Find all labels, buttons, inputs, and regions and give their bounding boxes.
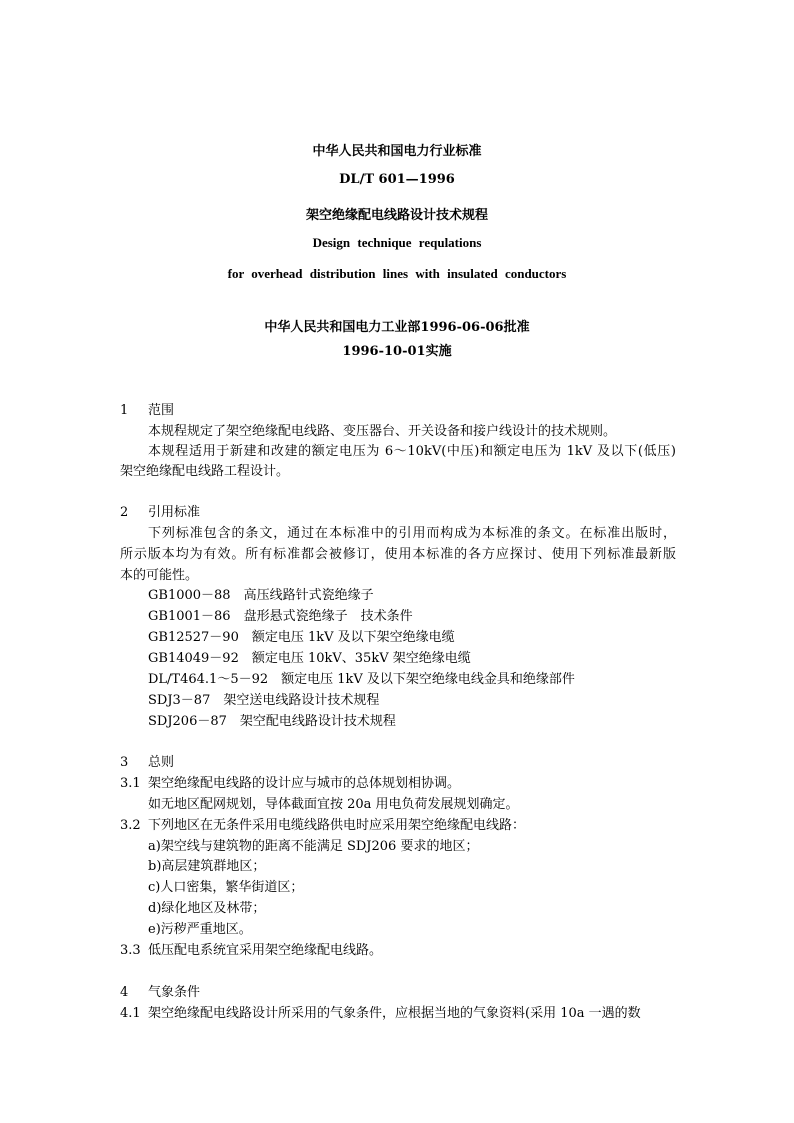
reference-item: GB14049－92 额定电压 10kV、35kV 架空绝缘电缆 [148, 651, 471, 666]
section-number: 2 [120, 505, 129, 520]
section-2-paragraph-line-2: 所示版本均为有效。所有标准都会被修订，使用本标准的各方应探讨、使用下列标准最新版 [120, 547, 676, 562]
section-title: 引用标准 [148, 505, 201, 520]
clause-3-2-item: c)人口密集，繁华街道区； [148, 880, 304, 895]
clause-number: 4.1 [120, 1006, 141, 1021]
clause-3-1-continuation: 如无地区配网规划，导体截面宜按 20a 用电负荷发展规划确定。 [148, 797, 519, 812]
clause-text: 架空绝缘配电线路的设计应与城市的总体规划相协调。 [148, 776, 461, 791]
clause-3-2-item: e)污秽严重地区。 [148, 922, 252, 937]
section-3-heading [120, 753, 174, 773]
document-title: 架空绝缘配电线路设计技术规程 [305, 208, 488, 223]
reference-item: GB1001－86 盘形悬式瓷绝缘子 技术条件 [148, 609, 413, 624]
standard-org-title: 中华人民共和国电力行业标准 [312, 144, 482, 159]
clause-number: 3.1 [120, 776, 141, 791]
section-2-paragraph-line-1: 下列标准包含的条文，通过在本标准中的引用而构成为本标准的条文。在标准出版时， [148, 526, 676, 541]
reference-item: SDJ206－87 架空配电线路设计技术规程 [148, 714, 396, 729]
section-number: 1 [120, 403, 129, 418]
section-1-heading [120, 401, 174, 421]
section-title: 总则 [148, 755, 175, 770]
standard-code: DL/T 601—1996 [339, 172, 455, 187]
clause-3-2-item: d)绿化地区及林带； [148, 901, 266, 916]
approval-line: 中华人民共和国电力工业部1996-06-06批准 [264, 320, 530, 335]
section-title: 气象条件 [148, 985, 201, 1000]
section-1-paragraph-2-line-1: 本规程适用于新建和改建的额定电压为 6～10kV(中压)和额定电压为 1kV 及以下(低压) [148, 444, 676, 459]
clause-text: 架空绝缘配电线路设计所采用的气象条件，应根据当地的气象资料(采用 10a 一遇的数 [148, 1006, 641, 1021]
clause-3-3 [120, 941, 382, 961]
section-2-paragraph-line-3: 本的可能性。 [120, 568, 199, 583]
section-number: 3 [120, 755, 129, 770]
clause-3-2-item: a)架空线与建筑物的距离不能满足 SDJ206 要求的地区； [148, 839, 479, 854]
effective-date: 1996-10-01实施 [342, 344, 452, 359]
clause-text: 低压配电系统宜采用架空绝缘配电线路。 [148, 943, 383, 958]
clause-number: 3.2 [120, 818, 141, 833]
section-4-heading [120, 983, 200, 1003]
section-1-paragraph-2-line-2: 架空绝缘配电线路工程设计。 [120, 464, 290, 479]
clause-text: 下列地区在无条件采用电缆线路供电时应采用架空绝缘配电线路： [148, 818, 526, 833]
clause-number: 3.3 [120, 943, 141, 958]
reference-item: DL/T464.1～5－92 额定电压 1kV 及以下架空绝缘电线金具和绝缘部件 [148, 672, 575, 687]
english-title-line-1: Design technique requlations [312, 235, 482, 250]
reference-item: GB12527－90 额定电压 1kV 及以下架空绝缘电缆 [148, 630, 455, 645]
section-2-heading [120, 503, 200, 523]
section-title: 范围 [148, 403, 175, 418]
reference-item: SDJ3－87 架空送电线路设计技术规程 [148, 693, 380, 708]
section-number: 4 [120, 985, 129, 1000]
clause-4-1 [120, 1004, 641, 1024]
reference-item: GB1000－88 高压线路针式瓷绝缘子 [148, 588, 374, 603]
clause-3-1 [120, 774, 460, 794]
clause-3-2 [120, 816, 525, 836]
english-title-line-2: for overhead distribution lines with insulated conductors [227, 266, 567, 281]
clause-3-2-item: b)高层建筑群地区； [148, 859, 266, 874]
section-1-paragraph-1: 本规程规定了架空绝缘配电线路、变压器台、开关设备和接户线设计的技术规则。 [148, 424, 617, 439]
